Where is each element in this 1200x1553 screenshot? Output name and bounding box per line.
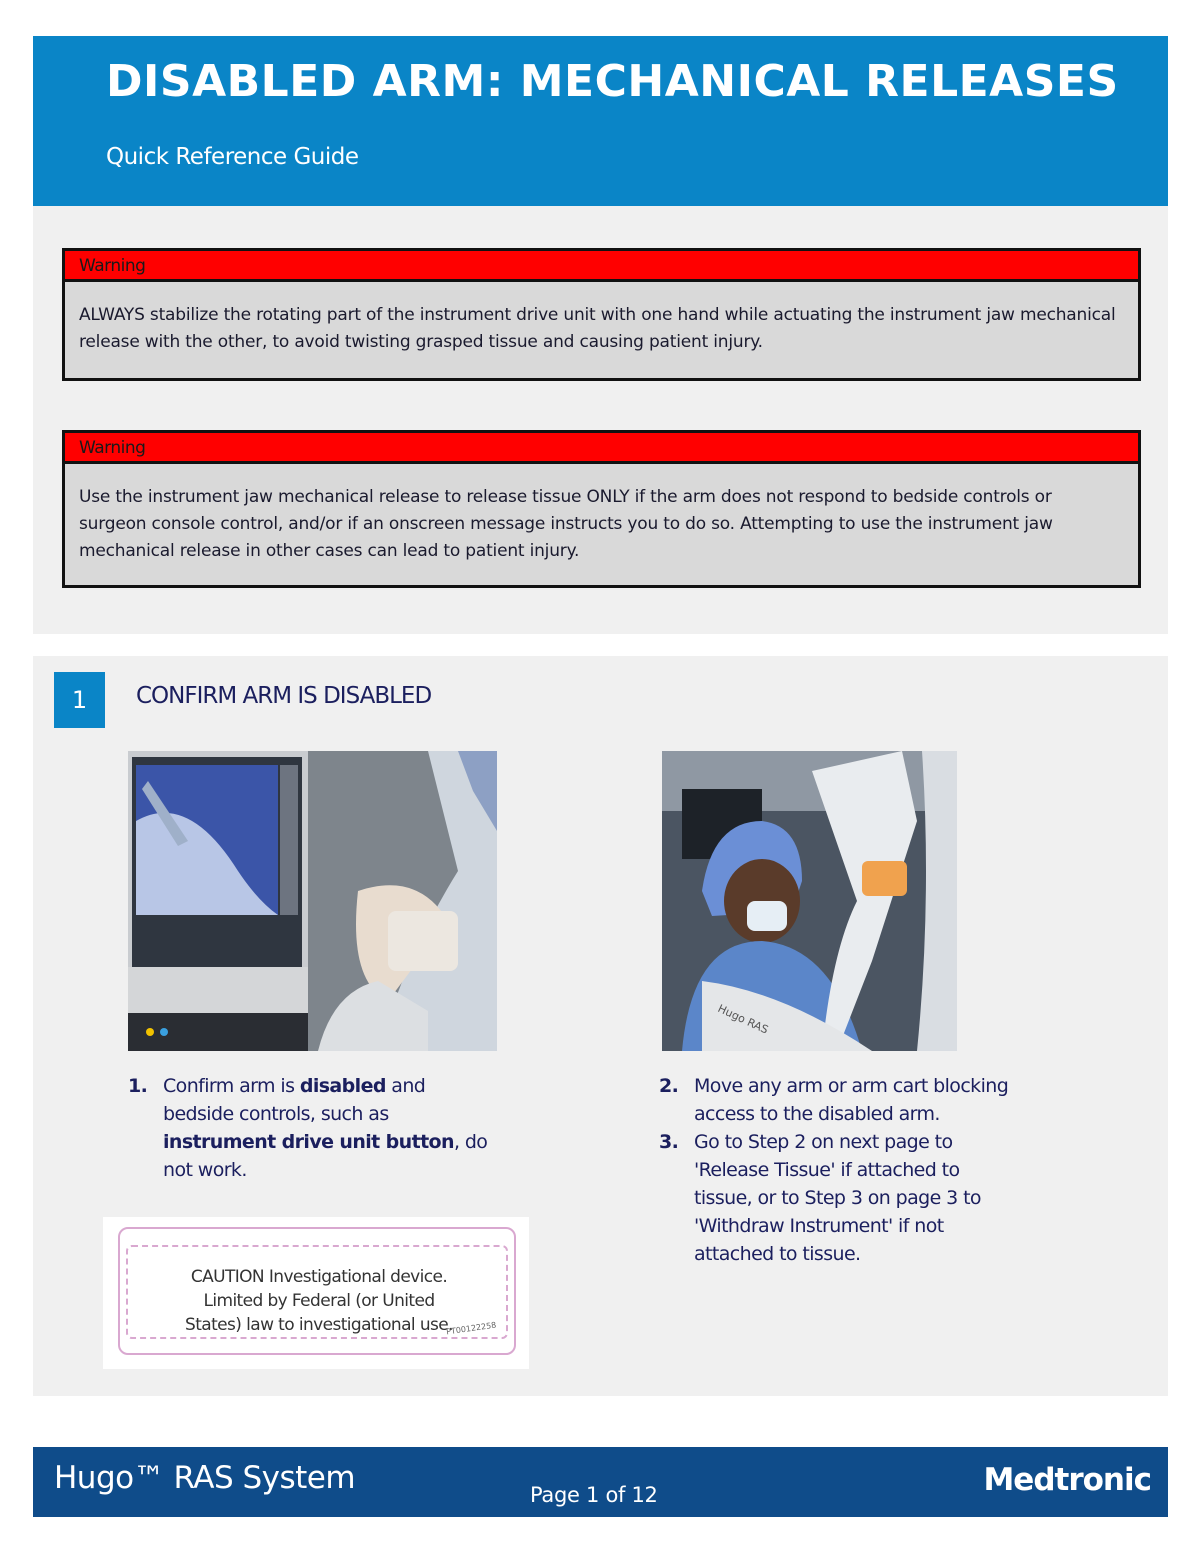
caution-label (103, 1217, 529, 1369)
product-name: Hugo™ RAS System (54, 1460, 356, 1496)
page-header (33, 36, 1168, 206)
surgeon-illustration (662, 751, 957, 1051)
monitor-arm-illustration (128, 751, 497, 1051)
warning-label: Warning (65, 251, 1138, 282)
warning-label: Warning (65, 433, 1138, 464)
item-number: 1. (128, 1075, 148, 1097)
page-footer (33, 1447, 1168, 1517)
page-subtitle: Quick Reference Guide (106, 144, 359, 170)
brand-logo: Medtronic (983, 1462, 1151, 1498)
item-number: 3. (659, 1131, 679, 1153)
instruction-list-left (128, 1072, 488, 1184)
photo-arm-label: Hugo RAS (715, 1001, 771, 1037)
list-item (659, 1072, 1019, 1128)
item-text: Move any arm or arm cart blocking access to the disabled arm. (694, 1075, 1009, 1125)
warning-text: ALWAYS stabilize the rotating part of the instrument drive unit with one hand while actuating the instrument jaw mechanical release with the other, to avoid twisting grasped tissue and causing patient injury. (79, 305, 1116, 352)
item-number: 2. (659, 1075, 679, 1097)
surgeon-with-arm-photo (662, 751, 957, 1051)
warnings-section (33, 206, 1168, 634)
list-item: 1. Confirm arm is disabled and bedside controls, such as instrument drive unit button, do not work. (128, 1072, 488, 1184)
warning-text: Use the instrument jaw mechanical release to release tissue ONLY if the arm does not respond to bedside controls or surgeon console control, and/or if an onscreen message instructs you to do so. Attempting to use the instrument jaw mechanical release in other cases can lead to patient injury. (79, 487, 1053, 561)
step-number-badge: 1 (54, 672, 105, 728)
step-section (33, 656, 1168, 1396)
warning-box (62, 430, 1141, 588)
page-number: Page 1 of 12 (530, 1483, 658, 1507)
item-text: Go to Step 2 on next page to 'Release Tissue' if attached to tissue, or to Step 3 on page 3 to 'Withdraw Instrument' if not attached to tissue. (694, 1131, 981, 1265)
page-title: DISABLED ARM: MECHANICAL RELEASES (106, 56, 1119, 107)
list-item (659, 1128, 1019, 1268)
instruction-list-right (659, 1072, 1019, 1268)
warning-box (62, 248, 1141, 381)
monitor-arm-photo (128, 751, 497, 1051)
caution-text: CAUTION Investigational device. Limited by Federal (or United States) law to investigational use. (185, 1267, 453, 1335)
caution-code: PT00122258 (445, 1320, 497, 1337)
step-title: CONFIRM ARM IS DISABLED (136, 683, 432, 709)
